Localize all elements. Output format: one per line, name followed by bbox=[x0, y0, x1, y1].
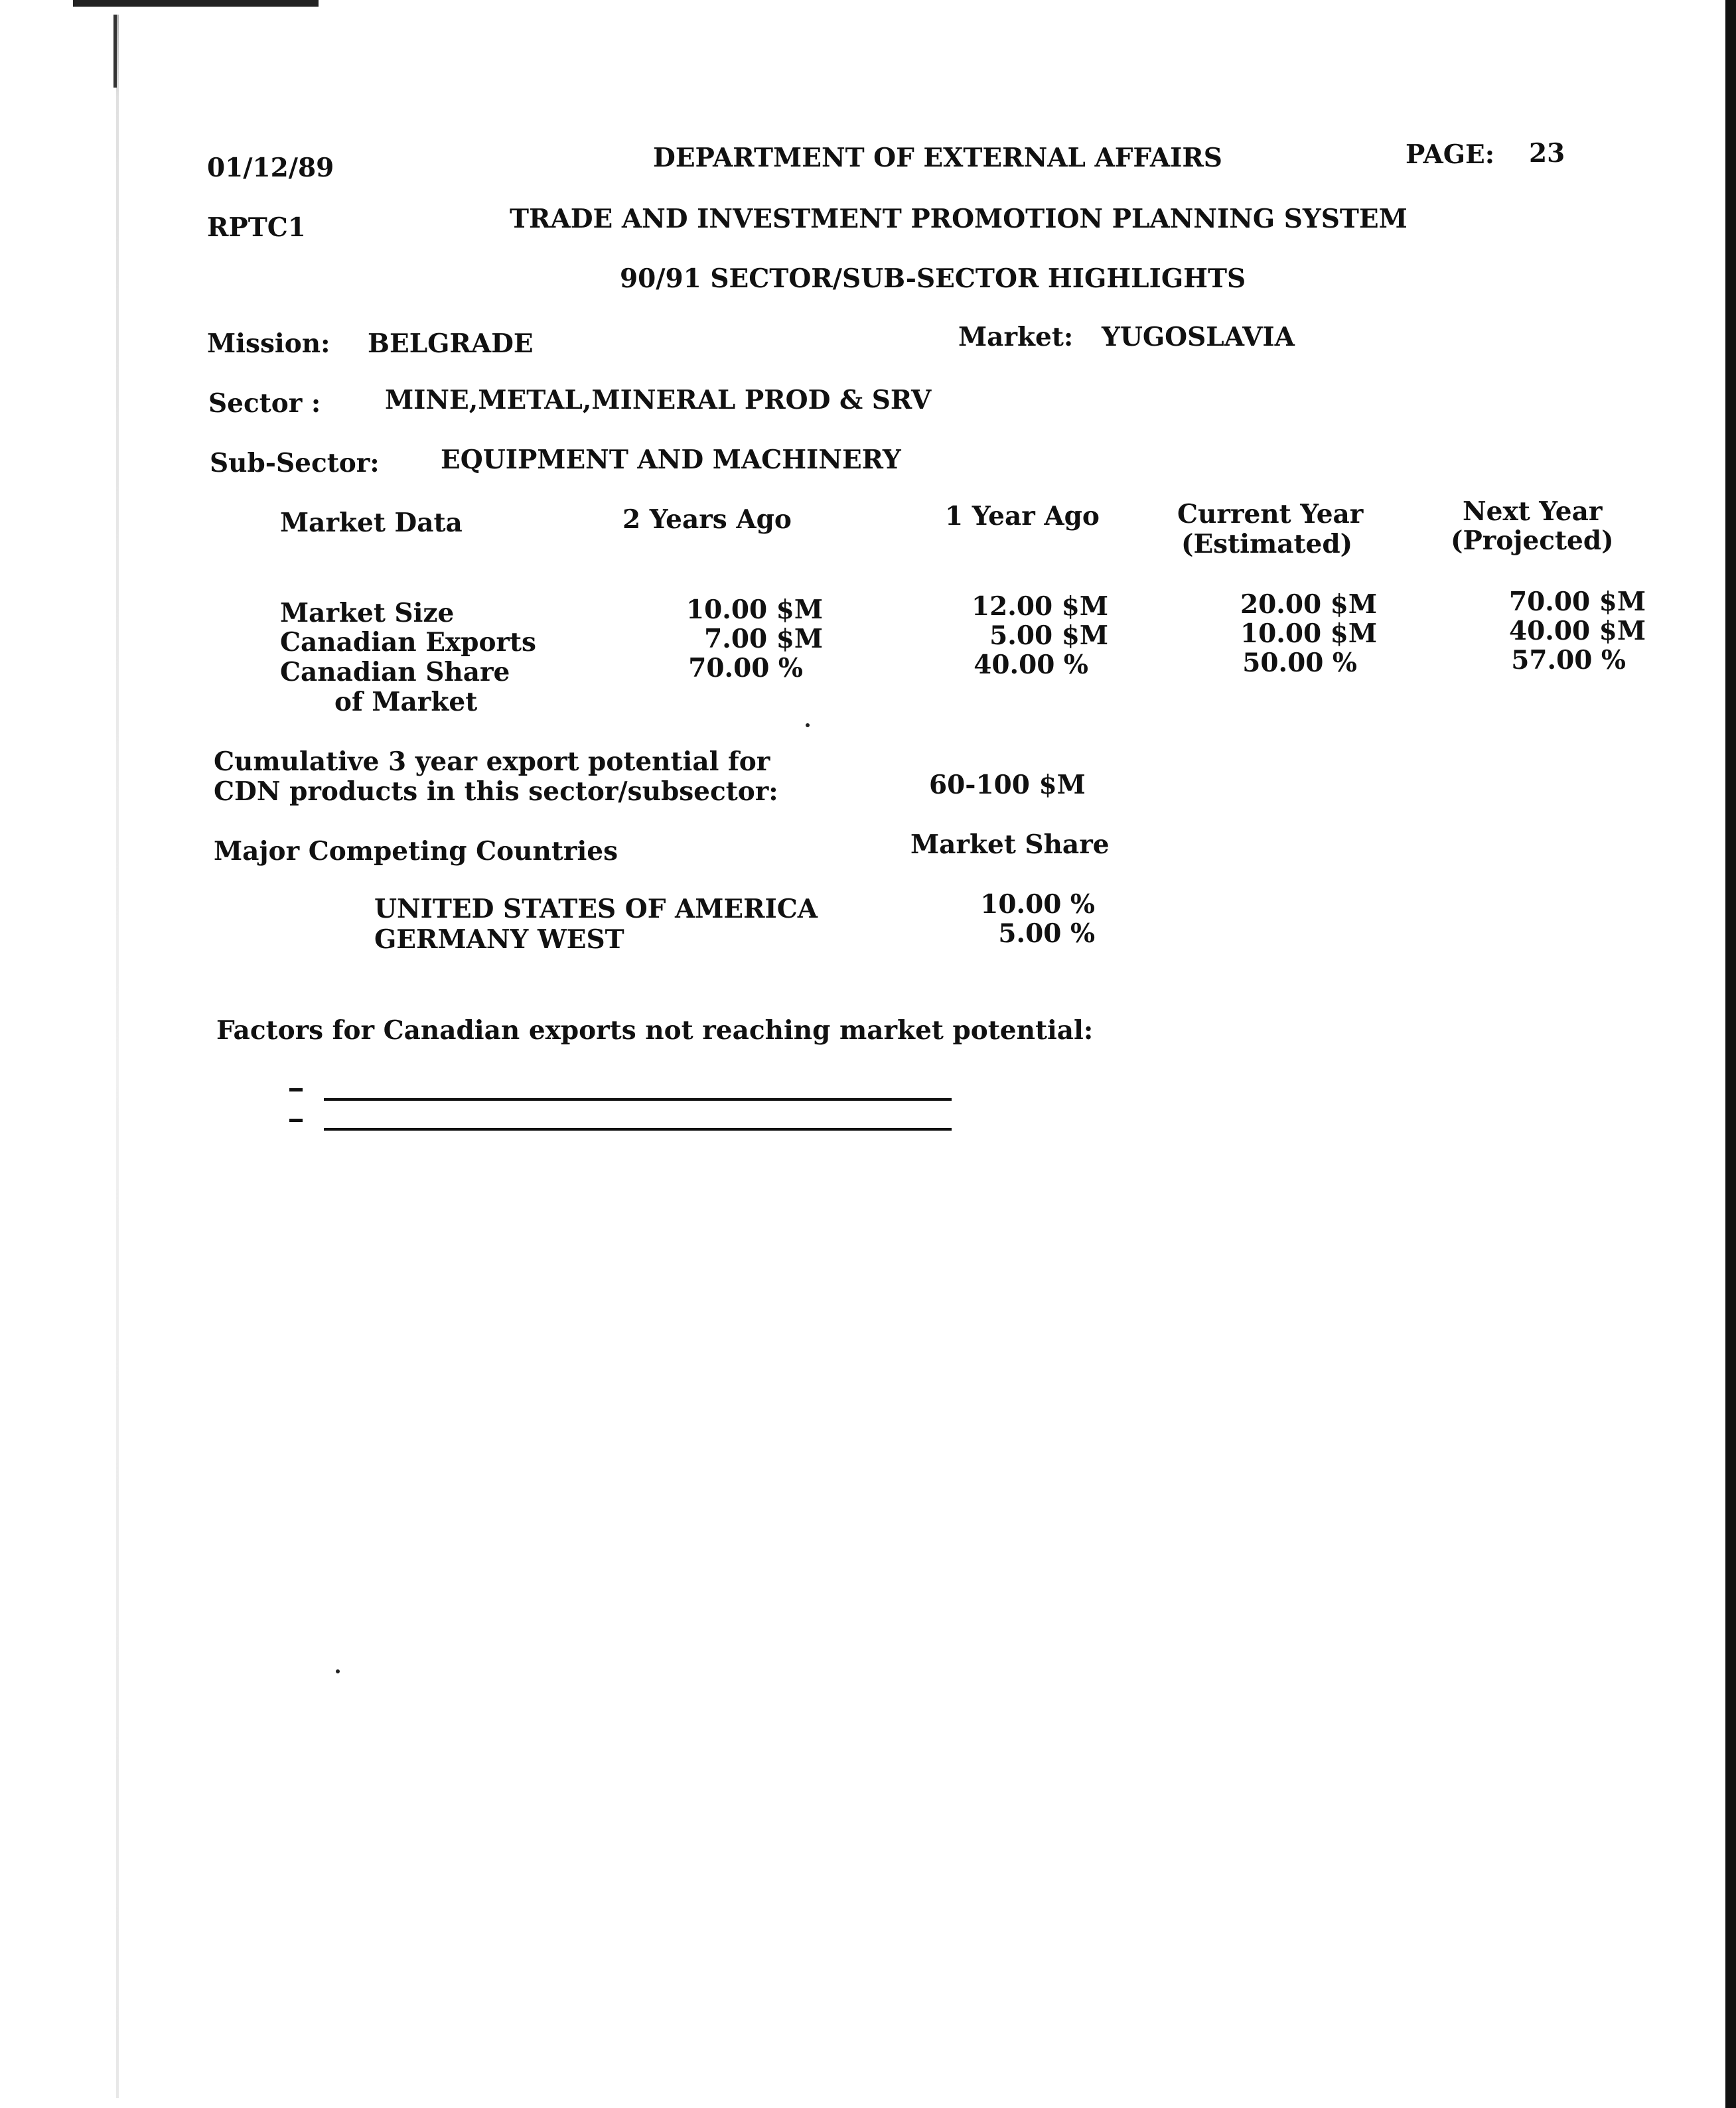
mission-label: Mission: bbox=[207, 328, 330, 359]
report-code: RPTC1 bbox=[207, 212, 306, 243]
col-header-next-year: Next Year bbox=[1463, 496, 1603, 527]
cell-value: 50.00 % bbox=[1242, 648, 1357, 678]
blank-answer-line bbox=[324, 1098, 952, 1101]
sector-value: MINE,METAL,MINERAL PROD & SRV bbox=[385, 385, 932, 415]
cell-value: 7.00 $M bbox=[704, 624, 823, 654]
mission-value: BELGRADE bbox=[368, 328, 534, 359]
report-date: 01/12/89 bbox=[207, 153, 334, 183]
page-number: 23 bbox=[1529, 138, 1565, 169]
competitor-country: UNITED STATES OF AMERICA bbox=[374, 894, 818, 924]
report-title: 90/91 SECTOR/SUB-SECTOR HIGHLIGHTS bbox=[620, 263, 1246, 294]
scan-speck bbox=[806, 723, 810, 727]
bullet-dash bbox=[289, 1119, 303, 1122]
scan-edge-top bbox=[73, 0, 319, 7]
row-label-canadian-share: Canadian Share bbox=[280, 657, 510, 687]
factors-label: Factors for Canadian exports not reaching market potential: bbox=[216, 1015, 1094, 1046]
cell-value: 10.00 $M bbox=[1240, 618, 1377, 649]
col-header-market-data: Market Data bbox=[280, 508, 463, 538]
blank-answer-line bbox=[324, 1128, 952, 1131]
competitors-header: Major Competing Countries bbox=[214, 836, 618, 867]
potential-value: 60-100 $M bbox=[929, 770, 1086, 800]
cell-value: 70.00 $M bbox=[1508, 587, 1646, 617]
col-header-two-years-ago: 2 Years Ago bbox=[622, 504, 792, 535]
bullet-dash bbox=[289, 1088, 303, 1091]
cell-value: 40.00 $M bbox=[1508, 616, 1646, 646]
market-share-header: Market Share bbox=[910, 829, 1110, 860]
market-value: YUGOSLAVIA bbox=[1102, 322, 1295, 352]
page-label: PAGE: bbox=[1406, 139, 1495, 170]
scan-edge-left bbox=[116, 15, 119, 2098]
row-label-canadian-exports: Canadian Exports bbox=[280, 627, 537, 658]
cell-value: 70.00 % bbox=[688, 653, 803, 683]
system-title: TRADE AND INVESTMENT PROMOTION PLANNING SYSTEM bbox=[510, 204, 1408, 234]
cell-value: 40.00 % bbox=[974, 650, 1088, 680]
sector-label: Sector : bbox=[208, 388, 321, 419]
potential-line-2: CDN products in this sector/subsector: bbox=[214, 776, 778, 807]
scan-speck bbox=[336, 1669, 340, 1673]
subsector-value: EQUIPMENT AND MACHINERY bbox=[441, 445, 901, 475]
row-label-canadian-share-line2: of Market bbox=[334, 687, 478, 717]
cell-value: 57.00 % bbox=[1511, 645, 1626, 675]
potential-line-1: Cumulative 3 year export potential for bbox=[214, 746, 770, 777]
col-header-current-year: Current Year bbox=[1177, 499, 1364, 529]
market-label: Market: bbox=[958, 322, 1074, 352]
cell-value: 5.00 $M bbox=[989, 620, 1108, 651]
competitor-share: 5.00 % bbox=[998, 918, 1095, 949]
scan-mark-left bbox=[113, 15, 117, 88]
col-header-next-year-sub: (Projected) bbox=[1451, 526, 1614, 556]
competitor-country: GERMANY WEST bbox=[374, 924, 624, 955]
col-header-one-year-ago: 1 Year Ago bbox=[945, 501, 1100, 531]
cell-value: 12.00 $M bbox=[971, 591, 1108, 622]
competitor-share: 10.00 % bbox=[980, 889, 1095, 920]
cell-value: 10.00 $M bbox=[686, 595, 823, 625]
row-label-market-size: Market Size bbox=[280, 598, 455, 628]
department-name: DEPARTMENT OF EXTERNAL AFFAIRS bbox=[653, 143, 1222, 173]
scan-edge-right bbox=[1725, 0, 1736, 2108]
cell-value: 20.00 $M bbox=[1240, 589, 1377, 620]
subsector-label: Sub-Sector: bbox=[210, 448, 380, 478]
col-header-current-year-sub: (Estimated) bbox=[1181, 529, 1353, 559]
